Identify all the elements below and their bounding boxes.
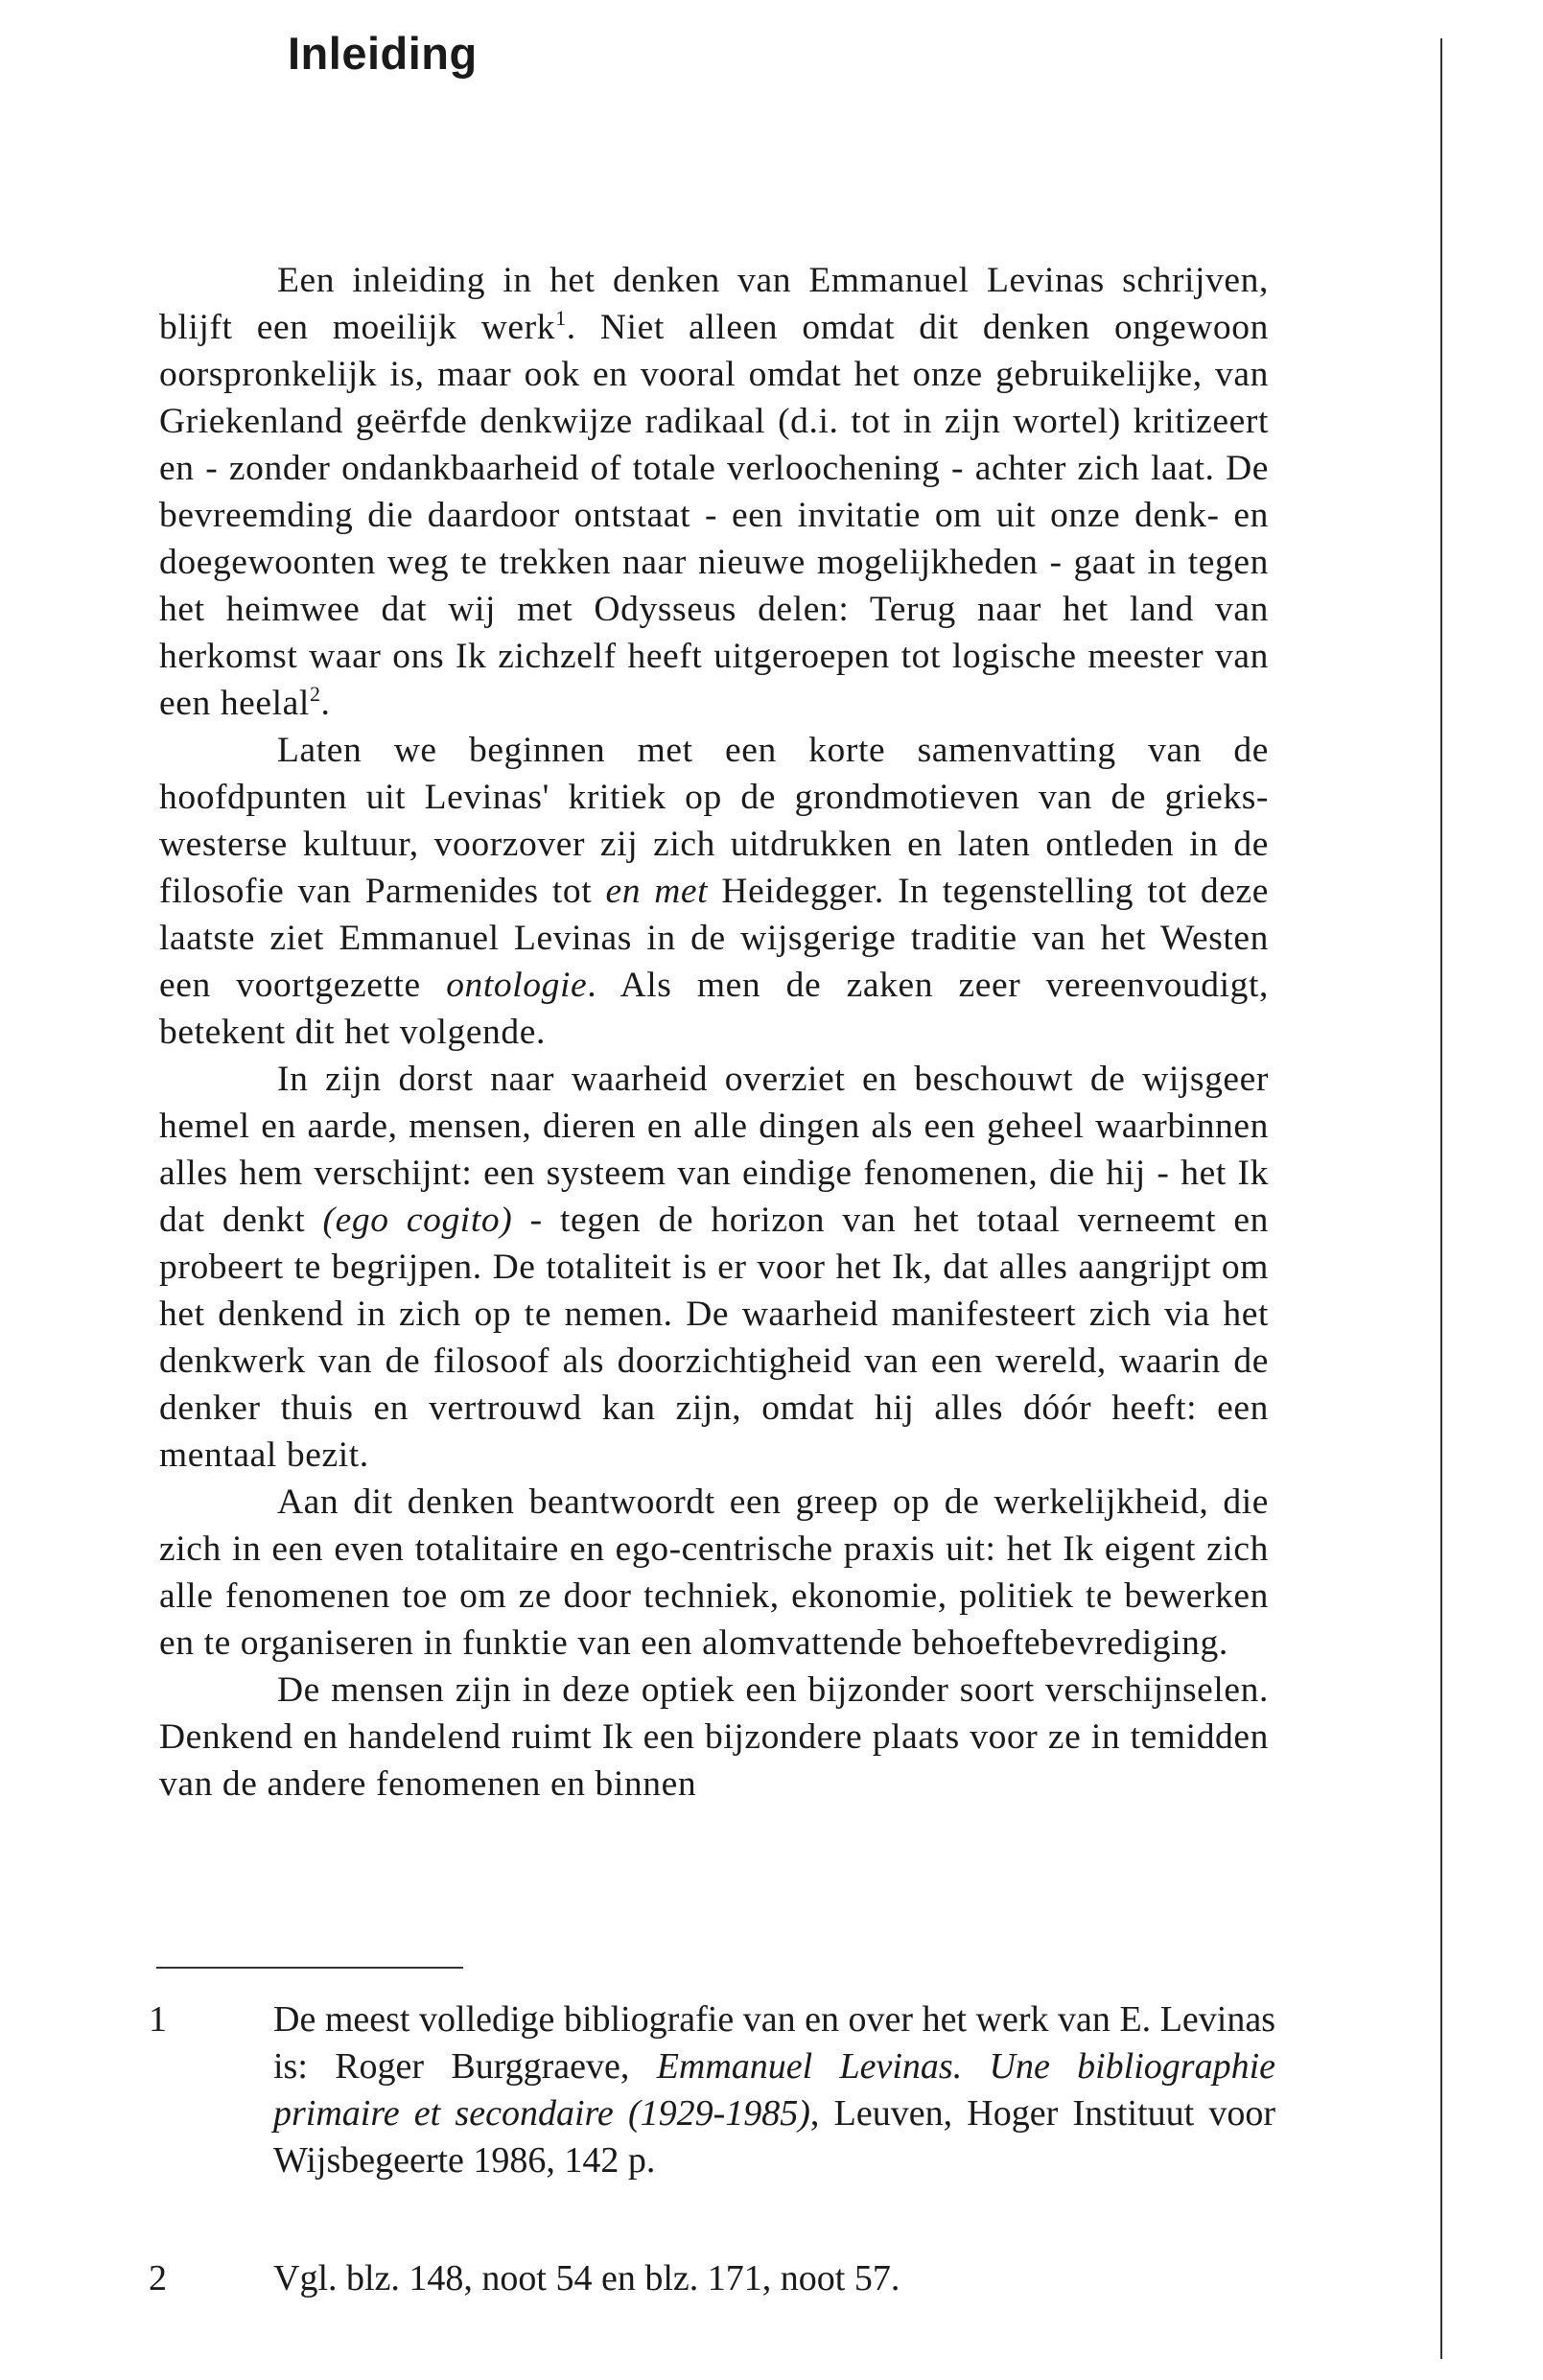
paragraph-3-text-a: In zijn dorst naar waarheid overziet en beschouwt de wijsgeer hemel en aarde, mensen, dieren en alle dingen als een geheel waarbinnen alles hem verschijnt: een systeem van eindige fenomenen, die hij - het Ik dat denkt: [159, 1060, 1269, 1240]
footnote-number: 2: [149, 2258, 167, 2298]
paragraph-2-emphasis-ontologie: ontologie: [446, 966, 588, 1005]
footnote-separator: [156, 1967, 463, 1969]
footnote-1-text-a: De meest volledige bibliografie van en over het werk van E. Levinas is: Roger Burggraeve,: [273, 1999, 1275, 2087]
footnote-text: Vgl. blz. 148, noot 54 en blz. 171, noot 57.: [273, 2258, 900, 2298]
paragraph-3: [159, 1056, 1269, 1479]
footnote-text: [273, 1996, 1275, 2184]
paragraph-1-text-a: Een inleiding in het denken van Emmanuel Levinas schrijven, blijft een moeilijk werk: [159, 261, 1269, 347]
footnote-2: [149, 2255, 1275, 2302]
footnote-1-book-title: Emmanuel Levinas. Une bibliographie primaire et secondaire (1929-1985): [273, 2046, 1275, 2134]
footnote-1-text-b: , Leuven, Hoger Instituut voor Wijsbegeerte 1986, 142 p.: [273, 2093, 1275, 2181]
paragraph-2-emphasis-en-met: en met: [605, 872, 709, 911]
paragraph-1-text-b: . Niet alleen omdat dit denken ongewoon oorspronkelijk is, maar ook en vooral omdat het onze gebruikelijke, van Griekenland geërfde denkwijze radikaal (d.i. tot in zijn wortel) kritizeert en - zonder ondankbaarheid of totale verloochening - achter zich laat. De bevreemding die daardoor ontstaat - een invitatie om uit onze denk- en doegewoonten weg te trekken naar nieuwe mogelijkheden - gaat in tegen het heimwee dat wij met Odysseus delen: Terug naar het land van herkomst waar ons Ik zichzelf heeft uitgeroepen tot logische meester van een heelal: [159, 308, 1269, 723]
paragraph-5: De mensen zijn in deze optiek een bijzonder soort verschijnselen. Denkend en handelend ruimt Ik een bijzondere plaats voor ze in temidden van de andere fenomenen en binnen: [159, 1670, 1269, 1804]
paragraph-1-text-c: .: [320, 684, 331, 723]
paragraph-1: [159, 257, 1269, 727]
paragraph-3-text-b: - tegen de horizon van het totaal verneemt en probeert te begrijpen. De totaliteit is er voor het Ik, dat alles aangrijpt om het denkend in zich op te nemen. De waarheid manifesteert zich via het denkwerk van de filosoof als doorzichtigheid van een wereld, waarin de denker thuis en vertrouwd kan zijn, omdat hij alles dóór heeft: een mentaal bezit.: [159, 1201, 1269, 1475]
main-text: [159, 257, 1269, 1808]
paragraph-4: Aan dit denken beantwoordt een greep op de werkelijkheid, die zich in een even totalitaire en ego-centrische praxis uit: het Ik eigent zich alle fenomenen toe om ze door techniek, ekonomie, politiek te bewerken en te organiseren in funktie van een alomvattende behoeftebevrediging.: [159, 1482, 1269, 1663]
paragraph-2-text-a: Laten we beginnen met een korte samenvatting van de hoofdpunten uit Levinas' kritiek op de grondmotieven van de grieks-westerse kultuur, voorzover zij zich uitdrukken en laten ontleden in de filosofie van Parmenides tot: [159, 731, 1269, 911]
footnote-number: 1: [149, 1999, 167, 2040]
footnotes: [149, 1996, 1275, 2302]
paragraph-3-emphasis-ego-cogito: (ego cogito): [322, 1201, 513, 1240]
footnote-ref-2: 2: [309, 682, 321, 706]
footnote-ref-1: 1: [555, 306, 567, 330]
footnote-1: [149, 1996, 1275, 2184]
paragraph-2: [159, 727, 1269, 1056]
paragraph-2-text-b: Heidegger. In tegenstelling tot deze laatste ziet Emmanuel Levinas in de wijsgerige traditie van het Westen een voortgezette: [159, 872, 1269, 1005]
right-margin-rule: [1440, 38, 1442, 2359]
paragraph-2-text-c: . Als men de zaken zeer vereenvoudigt, betekent dit het volgende.: [159, 966, 1269, 1052]
chapter-title: Inleiding: [288, 28, 478, 79]
